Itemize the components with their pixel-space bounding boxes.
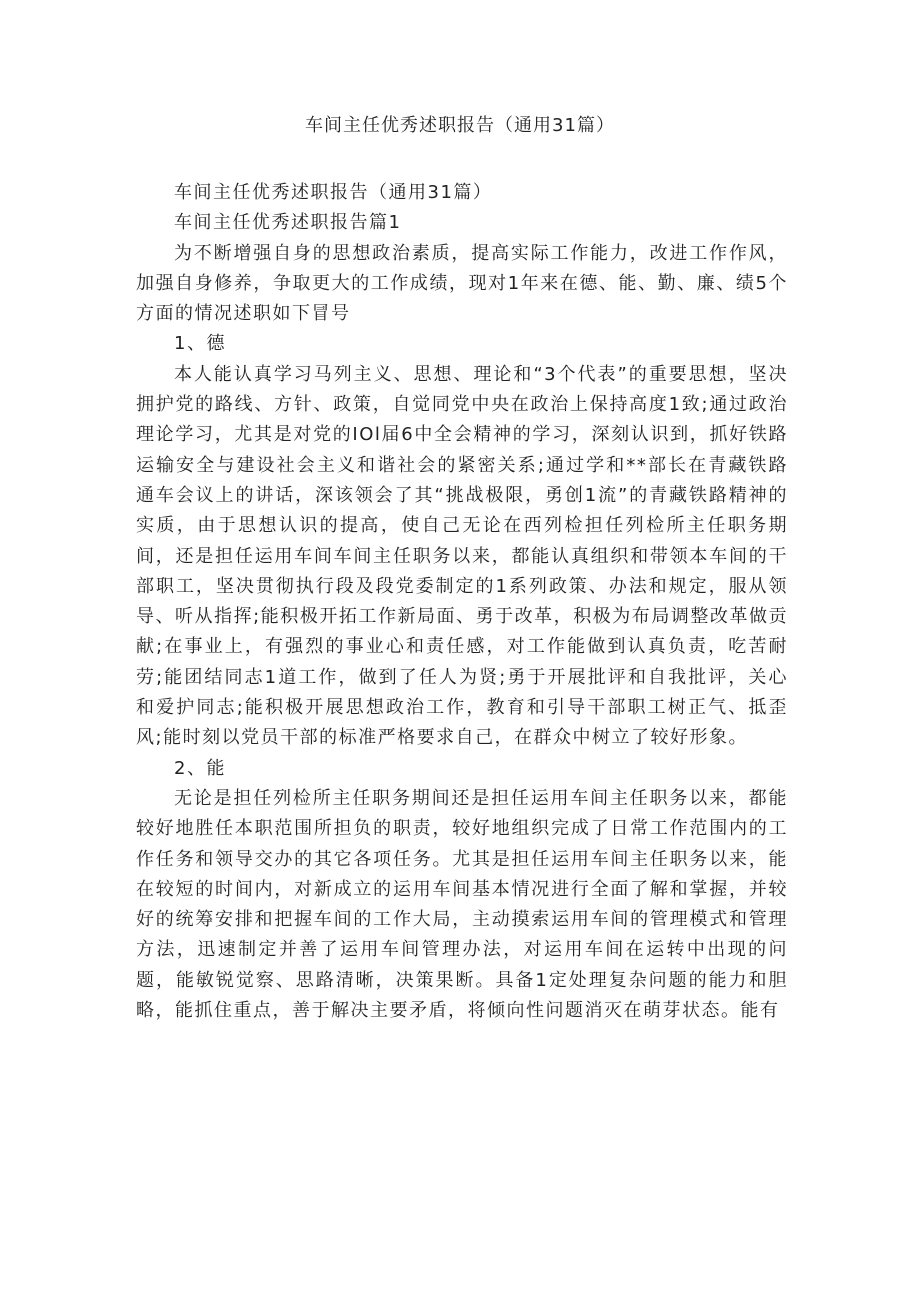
document-title: 车间主任优秀述职报告（通用31篇） — [305, 115, 615, 136]
heading-subtitle: 车间主任优秀述职报告（通用31篇） — [174, 182, 493, 203]
paragraph-neng: 无论是担任列检所主任职务期间还是担任运用车间主任职务以来，都能较好地胜任本职范围所担负的职责，较好地组织完成了日常工作范围内的工作任务和领导交办的其它各项任务。尤其是担任运用车间主任职务以来，能在较短的时间内，对新成立的运用车间基本情况进行全面了解和掌握，并较好的统筹安排和把握车间的工作大局，主动摸索运用车间的管理模式和管理方法，迅速制定并善了运用车间管理办法，对运用车间在运转中出现的问题，能敏锐觉察、思路清晰，决策果断。具备1定处理复杂问题的能力和胆略，能抓住重点，善于解决主要矛盾，将倾向性问题消灭在萌芽状态。能有 — [136, 787, 788, 1022]
section-heading-de: 1、德 — [174, 333, 226, 355]
intro-paragraph: 为不断增强自身的思想政治素质，提高实际工作能力，改进工作作风，加强自身修养，争取更大的工作成绩，现对1年来在德、能、勤、廉、绩5个方面的情况述职如下冒号 — [136, 242, 788, 325]
paragraph-de: 本人能认真学习马列主义、思想、理论和“3个代表”的重要思想，坚决拥护党的路线、方针、政策，自觉同党中央在政治上保持高度1致;通过政治理论学习，尤其是对党的IOl届6中全会精神的学习，深刻认识到，抓好铁路运输安全与建设社会主义和谐社会的紧密关系;通过学和**部长在青藏铁路通车会议上的讲话，深该领会了其“挑战极限，勇创1流”的青藏铁路精神的实质，由于思想认识的提高，使自己无论在西列检担任列检所主任职务期间，还是担任运用车间车间主任职务以来，都能认真组织和带领本车间的干部职工，坚决贯彻执行段及段党委制定的1系列政策、办法和规定，服从领导、听从指挥;能积极开拓工作新局面、勇于改革，积极为布局调整改革做贡献;在事业上，有强烈的事业心和责任感，对工作能做到认真负责，吃苦耐劳;能团结同志1道工作，做到了任人为贤;勇于开展批评和自我批评，关心和爱护同志;能积极开展思想政治工作，教育和引导干部职工树正气、抵歪风;能时刻以党员干部的标准严格要求自己，在群众中树立了较好形象。 — [136, 363, 788, 749]
heading-section: 车间主任优秀述职报告篇1 — [174, 212, 402, 234]
section-heading-neng: 2、能 — [174, 757, 226, 779]
document-body — [136, 178, 788, 1026]
